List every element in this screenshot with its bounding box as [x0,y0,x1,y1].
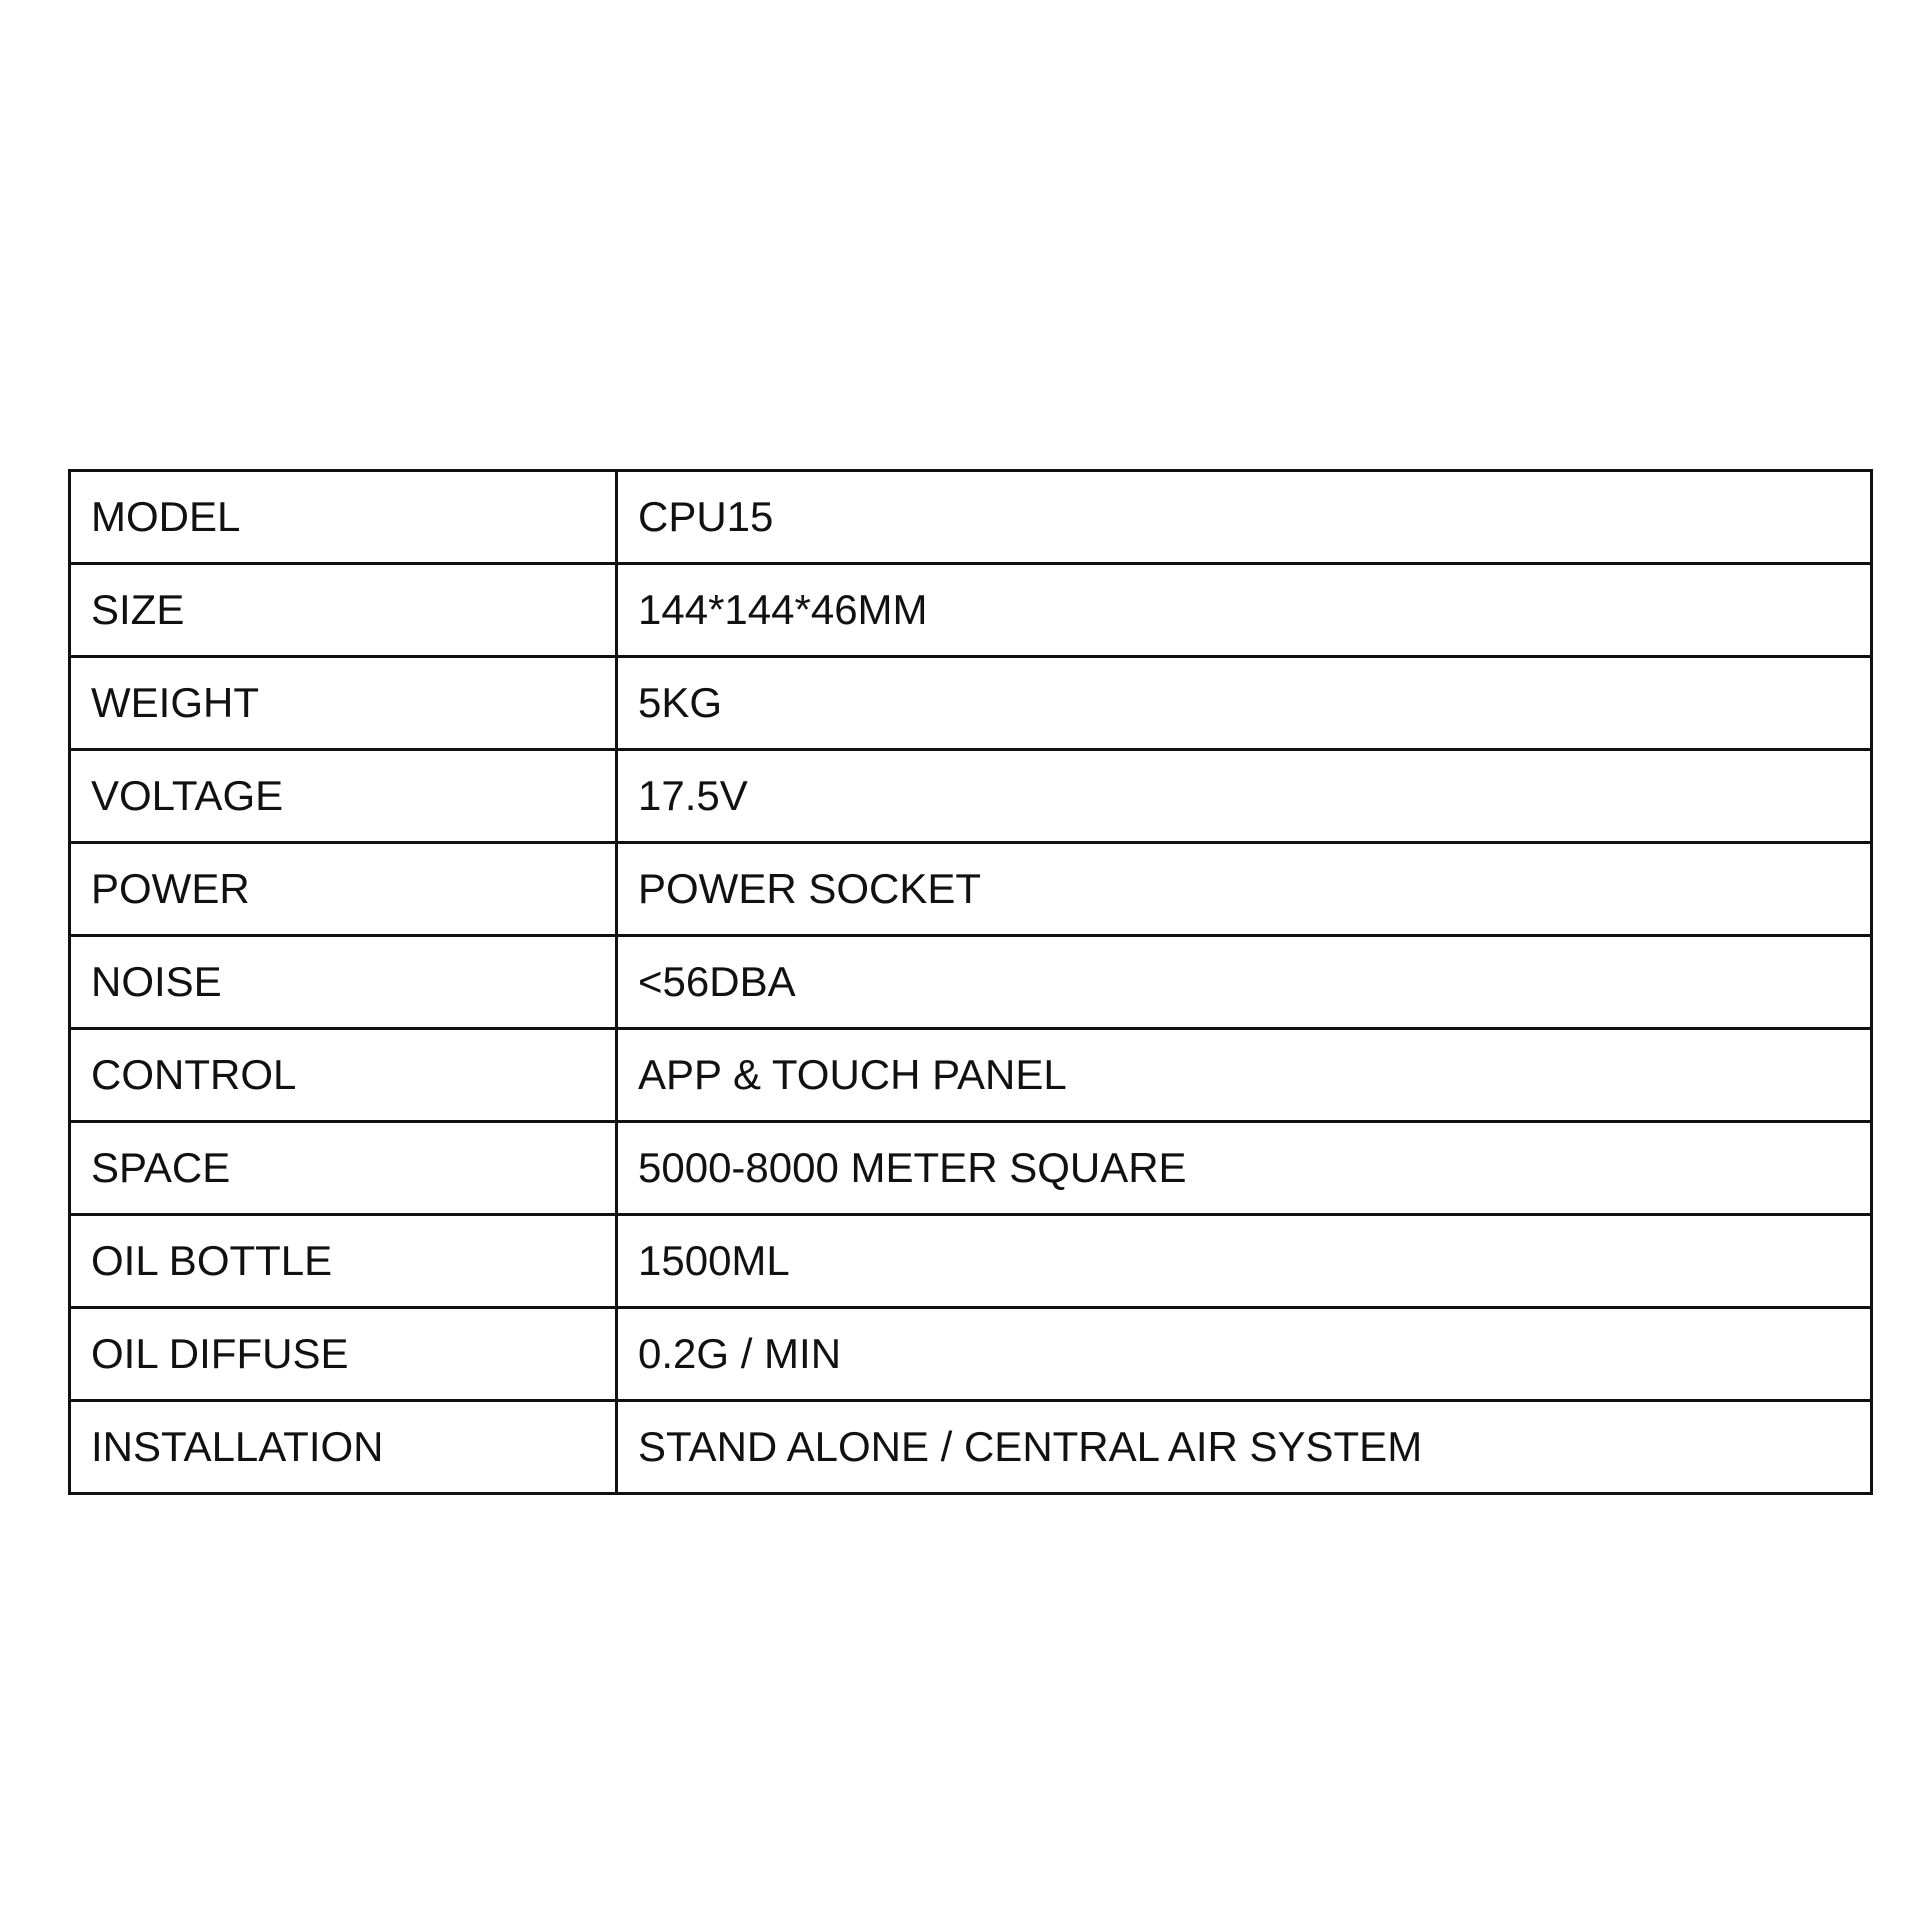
table-row [70,750,1872,843]
spec-value: 5KG [617,657,1872,750]
table-row [70,1029,1872,1122]
table-row [70,936,1872,1029]
spec-value: 5000-8000 METER SQUARE [617,1122,1872,1215]
table-row [70,843,1872,936]
spec-label: INSTALLATION [70,1401,617,1494]
spec-label: VOLTAGE [70,750,617,843]
spec-value: 144*144*46MM [617,564,1872,657]
spec-value: CPU15 [617,471,1872,564]
spec-label: NOISE [70,936,617,1029]
table-row [70,564,1872,657]
spec-value: APP & TOUCH PANEL [617,1029,1872,1122]
spec-value: 17.5V [617,750,1872,843]
table-row [70,1122,1872,1215]
table-row [70,471,1872,564]
spec-label: WEIGHT [70,657,617,750]
spec-label: MODEL [70,471,617,564]
spec-value: POWER SOCKET [617,843,1872,936]
spec-label: SPACE [70,1122,617,1215]
table-row [70,657,1872,750]
spec-label: POWER [70,843,617,936]
spec-label: OIL DIFFUSE [70,1308,617,1401]
spec-table [68,469,1873,1495]
spec-value: <56DBA [617,936,1872,1029]
spec-label: SIZE [70,564,617,657]
spec-value: 0.2G / MIN [617,1308,1872,1401]
spec-value: STAND ALONE / CENTRAL AIR SYSTEM [617,1401,1872,1494]
table-row [70,1308,1872,1401]
table-row [70,1215,1872,1308]
spec-label: CONTROL [70,1029,617,1122]
spec-label: OIL BOTTLE [70,1215,617,1308]
spec-value: 1500ML [617,1215,1872,1308]
table-row [70,1401,1872,1494]
